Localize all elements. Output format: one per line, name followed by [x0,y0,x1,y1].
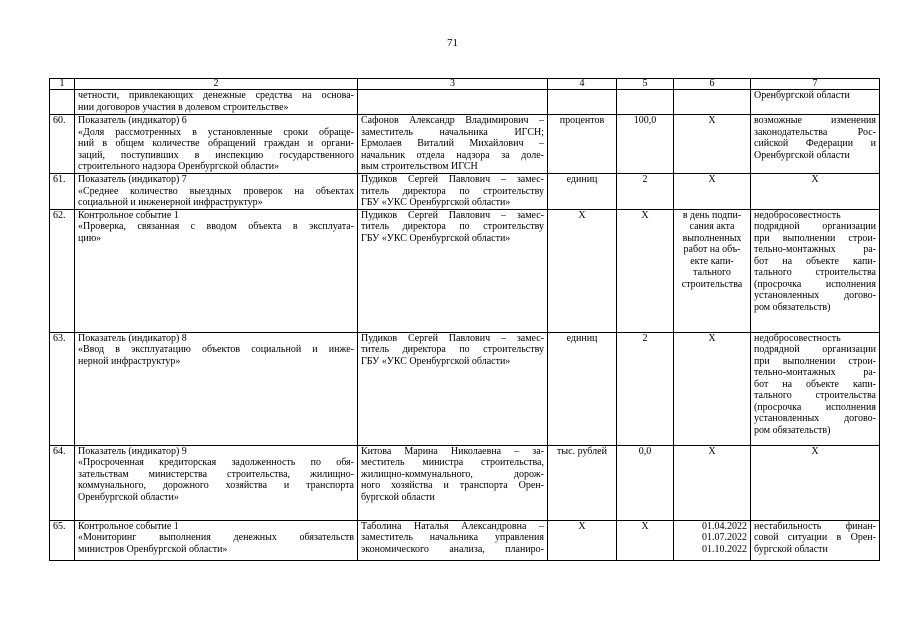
column-number-row [50,79,880,90]
value: 0,0 [617,445,674,520]
measure-description [75,90,358,115]
unit [548,90,617,115]
cell-line: ГБУ «УКС Оренбургской области» [361,197,511,208]
cell-line: выполненных [682,232,742,244]
unit: единиц [548,332,617,445]
cell-line: бот на объекте капи- [754,378,876,390]
cell-line: екте капи- [690,255,734,267]
deadline [674,90,751,115]
cell-line: экономического анализа, планиро- [361,543,544,555]
cell-line: строительного надзора Оренбургской области» [78,161,280,172]
cell-line: нестабильность финан- [754,520,876,532]
cell-line: бот на объекте капи- [754,255,876,267]
cell-line: Оренбургской области» [78,491,179,503]
cell-line: Китова Марина Николаевна – за- [361,445,544,457]
value: X [617,209,674,332]
responsible-person [358,209,548,332]
value [617,90,674,115]
measure-description [75,445,358,520]
responsible-person [358,115,548,174]
cell-line: при выполнении строи- [754,355,876,367]
deadline [674,209,751,332]
value: X [617,520,674,560]
responsible-person [358,90,548,115]
cell-line: Оренбургской области [754,90,850,101]
cell-line: нии договоров участия в долевом строительстве» [78,101,289,113]
cell-line: совой ситуации в Орен- [754,532,876,543]
cell-line: работ на объ- [683,244,741,255]
table-row [50,115,880,174]
cell-line: цию» [78,232,102,244]
cell-line: Контрольное событие 1 [78,520,179,532]
table-row [50,209,880,332]
column-number: 1 [50,79,75,90]
cell-line: X [708,445,716,457]
unit: единиц [548,174,617,210]
risks [751,90,880,115]
table-row [50,445,880,520]
cell-line: Контрольное событие 1 [78,209,179,221]
cell-line: меститель министра строительства, [361,457,544,468]
cell-line: начальник отдела надзора за доле- [361,149,544,161]
cell-line: строительства [681,278,743,290]
measure-description [75,209,358,332]
cell-line: жилищно-коммунального, дорож- [361,468,544,480]
cell-line: X [708,174,716,185]
plan-table [49,78,880,561]
column-number: 5 [617,79,674,90]
risks [751,115,880,174]
cell-line: (просрочка исполнения [754,278,876,290]
row-number: 65. [50,520,75,560]
table-row [50,520,880,560]
responsible-person [358,332,548,445]
cell-line: вым строительством ИГСН [361,161,478,172]
cell-line: бургской области [754,543,828,555]
cell-line: законодательства Рос- [754,126,876,138]
cell-line: установленных догово- [754,413,876,424]
cell-line: четности, привлекающих денежные средства на основа- [78,90,354,101]
cell-line: 01.07.2022 [702,532,747,543]
risks [751,209,880,332]
row-number [50,90,75,115]
row-number: 64. [50,445,75,520]
unit: тыс. рублей [548,445,617,520]
risks [751,520,880,560]
cell-line: социальной и инженерной инфраструктур» [78,197,263,208]
cell-line: X [708,115,716,126]
cell-line: 01.04.2022 [702,520,747,532]
cell-line: заместитель начальника управления [361,532,544,543]
cell-line: установленных догово- [754,290,876,301]
cell-line: «Мониторинг выполнения денежных обязательств [78,532,354,543]
value: 2 [617,174,674,210]
deadline [674,520,751,560]
cell-line: «Ввод в эксплуатацию объектов социальной и инже- [78,344,354,355]
row-number: 62. [50,209,75,332]
cell-line: недобросовестность [754,209,841,221]
cell-line: сания акта [689,221,735,232]
column-number: 2 [75,79,358,90]
risks [751,332,880,445]
cell-line: нерной инфраструктур» [78,355,181,367]
measure-description [75,174,358,210]
value: 2 [617,332,674,445]
cell-line: сийской Федерации и [754,138,876,149]
cell-line: Пудиков Сергей Павлович – замес- [361,174,544,185]
cell-line: Показатель (индикатор) 7 [78,174,187,185]
cell-line: тельно-монтажных ра- [754,244,876,255]
row-number: 60. [50,115,75,174]
cell-line: при выполнении строи- [754,232,876,244]
cell-line: заций, поступивших в инспекцию государственного [78,149,354,161]
deadline [674,332,751,445]
cell-line: титель директора по строительству [361,185,544,197]
responsible-person [358,174,548,210]
cell-line: ний в общем количестве обращений граждан и органи- [78,138,354,149]
cell-line: Таболина Наталья Александровна – [361,520,544,532]
unit: X [548,209,617,332]
cell-line: тального [693,267,731,278]
cell-line: бургской области [361,491,435,503]
table-row [50,332,880,445]
cell-line: Пудиков Сергей Павлович – замес- [361,332,544,344]
measure-description [75,332,358,445]
value: 100,0 [617,115,674,174]
cell-line: (просрочка исполнения [754,401,876,413]
cell-line: «Среднее количество выездных проверок на объектах [78,185,354,197]
deadline [674,445,751,520]
cell-line: тального строительства [754,267,876,278]
table-row [50,174,880,210]
cell-line: титель директора по строительству [361,344,544,355]
cell-line: министров Оренбургской области» [78,543,228,555]
row-number: 61. [50,174,75,210]
deadline [674,174,751,210]
cell-line: Показатель (индикатор) 9 [78,445,187,457]
column-number: 7 [751,79,880,90]
cell-line: Сафонов Александр Владимирович – [361,115,544,126]
measure-description [75,115,358,174]
cell-line: «Доля рассмотренных в установленные сроки обраще- [78,126,354,138]
cell-line: тального строительства [754,390,876,401]
cell-line: X [811,174,819,185]
cell-line: возможные изменения [754,115,876,126]
cell-line: титель директора по строительству [361,221,544,232]
cell-line: ром обязательств) [754,301,831,313]
cell-line: ГБУ «УКС Оренбургской области» [361,355,511,367]
cell-line: X [811,445,819,457]
column-number: 6 [674,79,751,90]
cell-line: подрядной организации [754,344,876,355]
cell-line: Пудиков Сергей Павлович – замес- [361,209,544,221]
column-number: 4 [548,79,617,90]
cell-line: Оренбургской области [754,149,850,161]
deadline [674,115,751,174]
page-number: 71 [447,37,458,49]
risks [751,174,880,210]
responsible-person [358,520,548,560]
table-row [50,90,880,115]
measure-description [75,520,358,560]
unit: X [548,520,617,560]
cell-line: X [708,332,716,344]
unit: процентов [548,115,617,174]
cell-line: «Проверка, связанная с вводом объекта в эксплуата- [78,221,354,232]
cell-line: ГБУ «УКС Оренбургской области» [361,232,511,244]
column-number: 3 [358,79,548,90]
cell-line: Показатель (индикатор) 6 [78,115,187,126]
cell-line: тельно-монтажных ра- [754,367,876,378]
cell-line: Ермолаев Виталий Михайлович – [361,138,544,149]
cell-line: в день подпи- [682,209,742,221]
responsible-person [358,445,548,520]
cell-line: коммунального, дорожного хозяйства и транспорта [78,480,354,491]
cell-line: заместитель начальника ИГСН; [361,126,544,138]
cell-line: ром обязательств) [754,424,831,436]
cell-line: недобросовестность [754,332,841,344]
cell-line: 01.10.2022 [702,543,747,555]
cell-line: ного хозяйства и транспорта Орен- [361,480,544,491]
cell-line: «Просроченная кредиторская задолженность по обя- [78,457,354,468]
cell-line: Показатель (индикатор) 8 [78,332,187,344]
risks [751,445,880,520]
cell-line: подрядной организации [754,221,876,232]
row-number: 63. [50,332,75,445]
cell-line: зательствам министерства строительства, жилищно- [78,468,354,480]
